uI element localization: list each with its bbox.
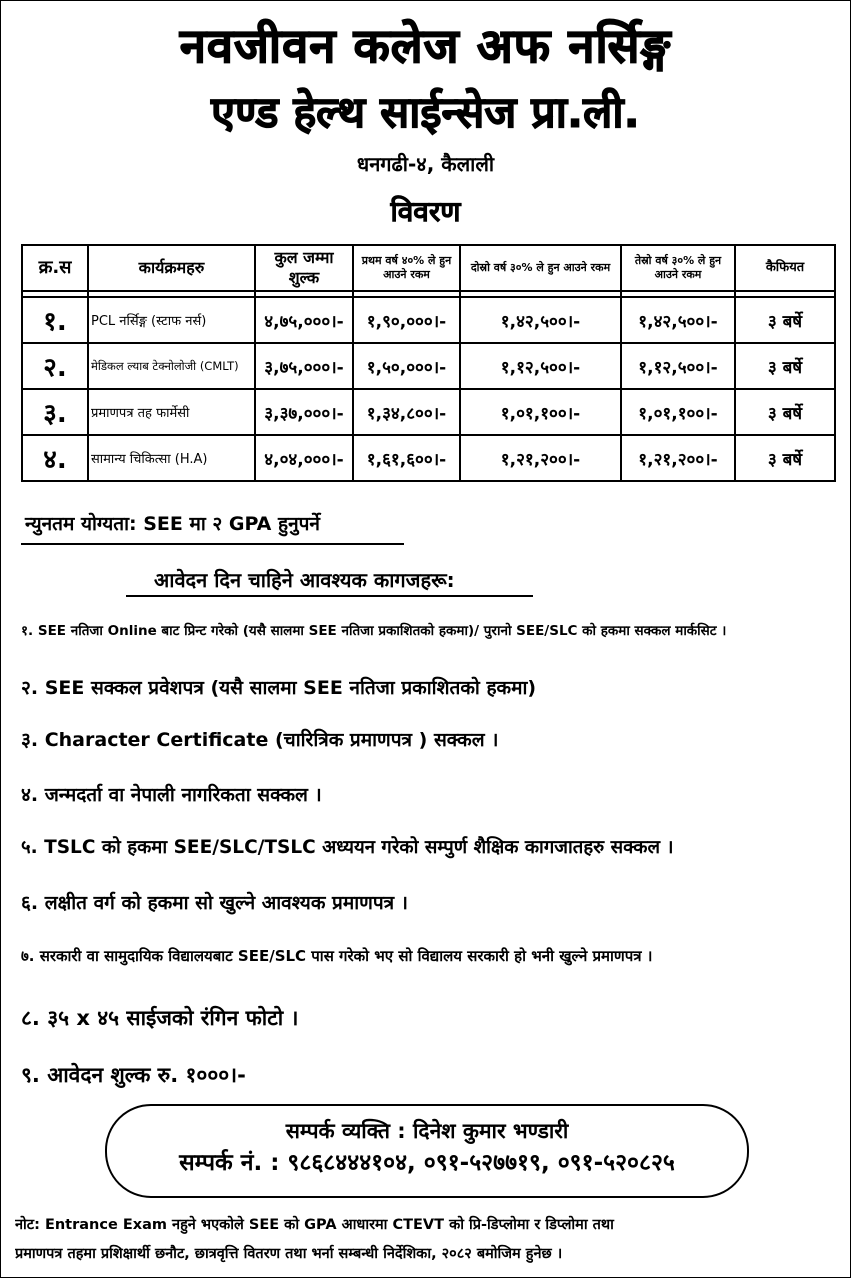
header-remark: कैफियत bbox=[735, 245, 835, 291]
row-second-year: १,०१,१००।- bbox=[460, 389, 621, 435]
fee-table bbox=[21, 244, 836, 482]
document-item: ३. Character Certificate (चारित्रिक प्रमाणपत्र ) सक्कल । bbox=[21, 729, 499, 751]
row-remark: ३ बर्षे bbox=[735, 297, 835, 343]
contact-person: सम्पर्क व्यक्ति : दिनेश कुमार भण्डारी bbox=[285, 1119, 569, 1143]
documents-heading: आवेदन दिन चाहिने आवश्यक कागजहरू: bbox=[126, 567, 533, 597]
header-second-year: दोस्रो वर्ष ३०% ले हुन आउने रकम bbox=[460, 245, 621, 291]
table-row bbox=[22, 343, 835, 389]
row-second-year: १,२१,२००।- bbox=[460, 435, 621, 481]
table-row bbox=[22, 435, 835, 481]
fee-table-header bbox=[22, 245, 835, 291]
table-row bbox=[22, 297, 835, 343]
details-heading: विवरण bbox=[390, 195, 461, 228]
row-program: PCL नर्सिङ्ग (स्टाफ नर्स) bbox=[88, 297, 255, 343]
row-remark: ३ बर्षे bbox=[735, 389, 835, 435]
document-item: ४. जन्मदर्ता वा नेपाली नागरिकता सक्कल । bbox=[21, 784, 322, 806]
row-total: ४,०४,०००।- bbox=[255, 435, 353, 481]
header-first-year: प्रथम वर्ष ४०% ले हुन आउने रकम bbox=[353, 245, 460, 291]
college-address: धनगढी-४, कैलाली bbox=[356, 152, 495, 176]
row-first-year: १,६१,६००।- bbox=[353, 435, 460, 481]
row-third-year: १,२१,२००।- bbox=[621, 435, 735, 481]
note-line: प्रमाणपत्र तहमा प्रशिक्षार्थी छनौट, छात्रवृत्ति वितरण तथा भर्ना सम्बन्धी निर्देशिका, २०८२ बमोजिम हुनेछ । bbox=[15, 1246, 563, 1262]
footer-note bbox=[15, 1211, 840, 1269]
row-third-year: १,४२,५००।- bbox=[621, 297, 735, 343]
document-item: ७. सरकारी वा सामुदायिक विद्यालयबाट SEE/SLC पास गरेको भए सो विद्यालय सरकारी हो भनी खुल्ने प्रमाणपत्र । bbox=[21, 947, 653, 965]
header-sn: क्र.स bbox=[22, 245, 88, 291]
header-program: कार्यक्रमहरु bbox=[88, 245, 255, 291]
row-remark: ३ बर्षे bbox=[735, 343, 835, 389]
minimum-qualification: न्युनतम योग्यता: SEE मा २ GPA हुनुपर्ने bbox=[21, 511, 404, 545]
row-sn: ४. bbox=[22, 435, 88, 481]
row-sn: १. bbox=[22, 297, 88, 343]
contact-numbers: सम्पर्क नं. : ९८६८४४४१०४, ०९१-५२७७१९, ०९१-५२०८२५ bbox=[179, 1150, 675, 1176]
row-sn: २. bbox=[22, 343, 88, 389]
row-program: सामान्य चिकित्सा (H.A) bbox=[88, 435, 255, 481]
row-total: ३,३७,०००।- bbox=[255, 389, 353, 435]
row-program: प्रमाणपत्र तह फार्मेसी bbox=[88, 389, 255, 435]
row-remark: ३ बर्षे bbox=[735, 435, 835, 481]
table-row bbox=[22, 389, 835, 435]
row-total: ४,७५,०००।- bbox=[255, 297, 353, 343]
row-program: मेडिकल ल्याब टेक्नोलोजी (CMLT) bbox=[88, 343, 255, 389]
document-item: ८. ३५ x ४५ साईजको रंगिन फोटो । bbox=[21, 1006, 299, 1030]
row-first-year: १,३४,८००।- bbox=[353, 389, 460, 435]
document-item: ९. आवेदन शुल्क रु. १०००।- bbox=[21, 1063, 246, 1087]
document-item: ५. TSLC को हकमा SEE/SLC/TSLC अध्ययन गरेको सम्पुर्ण शैक्षिक कागजातहरु सक्कल । bbox=[21, 837, 674, 858]
note-line: नोट: Entrance Exam नहुने भएकोले SEE को GPA आधारमा CTEVT को प्रि-डिप्लोमा र डिप्लोमा तथा bbox=[15, 1217, 614, 1233]
row-first-year: १,५०,०००।- bbox=[353, 343, 460, 389]
contact-box bbox=[105, 1104, 749, 1198]
row-third-year: १,०१,१००।- bbox=[621, 389, 735, 435]
document-item: २. SEE सक्कल प्रवेशपत्र (यसै सालमा SEE नतिजा प्रकाशितको हकमा) bbox=[21, 677, 537, 699]
header-total: कुल जम्मा शुल्क bbox=[255, 245, 353, 291]
document-item: ६. लक्षीत वर्ग को हकमा सो खुल्ने आवश्यक प्रमाणपत्र । bbox=[21, 892, 408, 914]
header-third-year: तेस्रो वर्ष ३०% ले हुन आउने रकम bbox=[621, 245, 735, 291]
row-second-year: १,१२,५००।- bbox=[460, 343, 621, 389]
college-name-line2: एण्ड हेल्थ साईन्सेज प्रा.ली. bbox=[211, 88, 640, 138]
row-second-year: १,४२,५००।- bbox=[460, 297, 621, 343]
row-sn: ३. bbox=[22, 389, 88, 435]
document-item: १. SEE नतिजा Online बाट प्रिन्ट गरेको (यसै सालमा SEE नतिजा प्रकाशितको हकमा)/ पुरानो SEE/SLC को हकमा सक्कल मार्कसिट । bbox=[21, 623, 727, 639]
row-third-year: १,१२,५००।- bbox=[621, 343, 735, 389]
college-name: नवजीवन कलेज अफ नर्सिङ्ग bbox=[179, 19, 672, 74]
row-first-year: १,९०,०००।- bbox=[353, 297, 460, 343]
row-total: ३,७५,०००।- bbox=[255, 343, 353, 389]
